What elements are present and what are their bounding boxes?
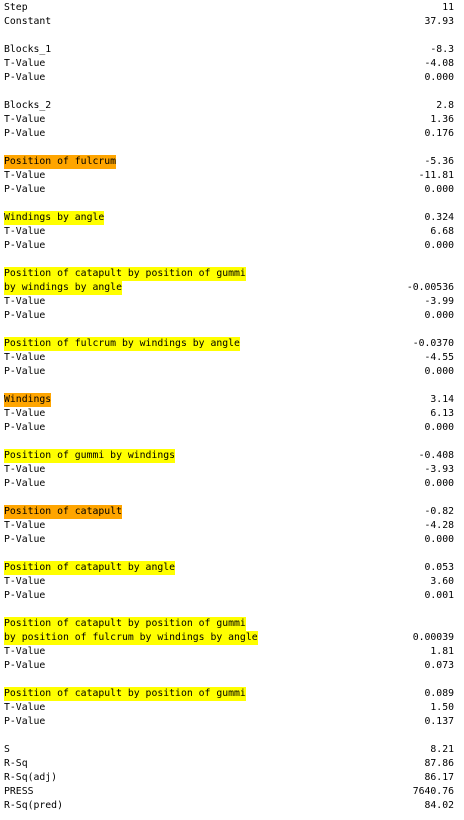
output-row <box>4 687 454 701</box>
row-value: -0.00536 <box>406 282 454 293</box>
row-label: P-Value <box>4 310 46 321</box>
output-row <box>4 309 454 323</box>
row-value: 3.60 <box>430 576 454 587</box>
term-label-highlighted: Position of catapult by position of gummi <box>4 618 246 629</box>
row-value: 0.000 <box>424 422 454 433</box>
term-label-highlighted: by position of fulcrum by windings by angle <box>4 632 258 643</box>
row-value: -0.408 <box>418 450 454 461</box>
row-value: 0.000 <box>424 534 454 545</box>
row-value: 0.053 <box>424 562 454 573</box>
row-value: 0.000 <box>424 310 454 321</box>
row-value: -4.08 <box>424 58 454 69</box>
output-row <box>4 785 454 799</box>
row-label: P-Value <box>4 72 46 83</box>
output-row <box>4 211 454 225</box>
row-label: T-Value <box>4 576 46 587</box>
row-label: Step <box>4 2 28 13</box>
row-label: Blocks_2 <box>4 100 52 111</box>
term-label-highlighted: Windings <box>4 394 52 405</box>
output-row <box>4 127 454 141</box>
row-value: -4.55 <box>424 352 454 363</box>
row-label: Constant <box>4 16 52 27</box>
output-row <box>4 295 454 309</box>
row-label: P-Value <box>4 184 46 195</box>
term-label-highlighted: Position of catapult <box>4 506 122 517</box>
row-value: 0.089 <box>424 688 454 699</box>
output-row <box>4 631 454 645</box>
row-value: 84.02 <box>424 800 454 811</box>
row-label: P-Value <box>4 716 46 727</box>
row-value: 0.176 <box>424 128 454 139</box>
output-row <box>4 617 454 631</box>
term-label-highlighted: Position of gummi by windings <box>4 450 176 461</box>
output-row <box>4 449 454 463</box>
row-label: P-Value <box>4 128 46 139</box>
row-value: -11.81 <box>418 170 454 181</box>
row-label: P-Value <box>4 240 46 251</box>
row-label: R-Sq(pred) <box>4 800 63 811</box>
row-value: -5.36 <box>424 156 454 167</box>
row-value: 0.000 <box>424 240 454 251</box>
row-value: 0.073 <box>424 660 454 671</box>
row-value: 1.36 <box>430 114 454 125</box>
output-row <box>4 561 454 575</box>
row-label: P-Value <box>4 366 46 377</box>
output-row <box>4 113 454 127</box>
row-label: P-Value <box>4 478 46 489</box>
row-label: T-Value <box>4 226 46 237</box>
row-value: 0.324 <box>424 212 454 223</box>
output-row <box>4 575 454 589</box>
row-value: -3.99 <box>424 296 454 307</box>
row-value: 0.000 <box>424 72 454 83</box>
term-label-highlighted: Position of catapult by angle <box>4 562 176 573</box>
row-label: T-Value <box>4 58 46 69</box>
output-row <box>4 757 454 771</box>
row-value: 0.000 <box>424 366 454 377</box>
row-value: 37.93 <box>424 16 454 27</box>
row-value: 2.8 <box>436 100 454 111</box>
row-label: T-Value <box>4 352 46 363</box>
output-row <box>4 225 454 239</box>
row-label: T-Value <box>4 296 46 307</box>
row-value: 0.000 <box>424 478 454 489</box>
output-row <box>4 99 454 113</box>
output-row <box>4 589 454 603</box>
output-row <box>4 659 454 673</box>
term-label-highlighted: by windings by angle <box>4 282 122 293</box>
output-row <box>4 645 454 659</box>
row-value: -0.0370 <box>412 338 454 349</box>
output-row <box>4 239 454 253</box>
row-value: -4.28 <box>424 520 454 531</box>
output-row <box>4 337 454 351</box>
output-row <box>4 351 454 365</box>
output-row <box>4 505 454 519</box>
output-row <box>4 701 454 715</box>
row-value: 7640.76 <box>412 786 454 797</box>
output-row <box>4 43 454 57</box>
row-value: -3.93 <box>424 464 454 475</box>
row-value: 0.000 <box>424 184 454 195</box>
term-label-highlighted: Position of catapult by position of gummi <box>4 688 246 699</box>
row-label: T-Value <box>4 114 46 125</box>
output-row <box>4 155 454 169</box>
output-row <box>4 57 454 71</box>
row-value: 1.81 <box>430 646 454 657</box>
row-label: T-Value <box>4 464 46 475</box>
row-value: 8.21 <box>430 744 454 755</box>
output-row <box>4 365 454 379</box>
row-value: -8.3 <box>430 44 454 55</box>
row-value: 87.86 <box>424 758 454 769</box>
output-row <box>4 799 454 813</box>
row-value: -0.82 <box>424 506 454 517</box>
term-label-highlighted: Windings by angle <box>4 212 105 223</box>
row-value: 1.50 <box>430 702 454 713</box>
row-value: 11 <box>442 2 454 13</box>
row-value: 0.137 <box>424 716 454 727</box>
output-row <box>4 71 454 85</box>
row-value: 6.68 <box>430 226 454 237</box>
row-label: P-Value <box>4 534 46 545</box>
output-row <box>4 715 454 729</box>
output-row <box>4 393 454 407</box>
output-row <box>4 267 454 281</box>
row-label: T-Value <box>4 408 46 419</box>
row-label: T-Value <box>4 702 46 713</box>
output-row <box>4 281 454 295</box>
row-label: P-Value <box>4 590 46 601</box>
row-label: P-Value <box>4 660 46 671</box>
output-row <box>4 463 454 477</box>
row-value: 3.14 <box>430 394 454 405</box>
output-row <box>4 183 454 197</box>
output-row <box>4 407 454 421</box>
output-row <box>4 15 454 29</box>
output-row <box>4 533 454 547</box>
row-label: T-Value <box>4 520 46 531</box>
row-label: T-Value <box>4 646 46 657</box>
term-label-highlighted: Position of catapult by position of gummi <box>4 268 246 279</box>
term-label-highlighted: Position of fulcrum <box>4 156 117 167</box>
output-row <box>4 771 454 785</box>
row-label: R-Sq <box>4 758 28 769</box>
row-label: PRESS <box>4 786 34 797</box>
output-row <box>4 1 454 15</box>
row-label: R-Sq(adj) <box>4 772 58 783</box>
output-row <box>4 743 454 757</box>
output-row <box>4 421 454 435</box>
output-row <box>4 477 454 491</box>
row-label: Blocks_1 <box>4 44 52 55</box>
row-value: 0.001 <box>424 590 454 601</box>
term-label-highlighted: Position of fulcrum by windings by angle <box>4 338 240 349</box>
row-label: S <box>4 744 10 755</box>
row-value: 0.00039 <box>412 632 454 643</box>
row-label: T-Value <box>4 170 46 181</box>
output-row <box>4 519 454 533</box>
row-label: P-Value <box>4 422 46 433</box>
row-value: 86.17 <box>424 772 454 783</box>
row-value: 6.13 <box>430 408 454 419</box>
output-row <box>4 169 454 183</box>
